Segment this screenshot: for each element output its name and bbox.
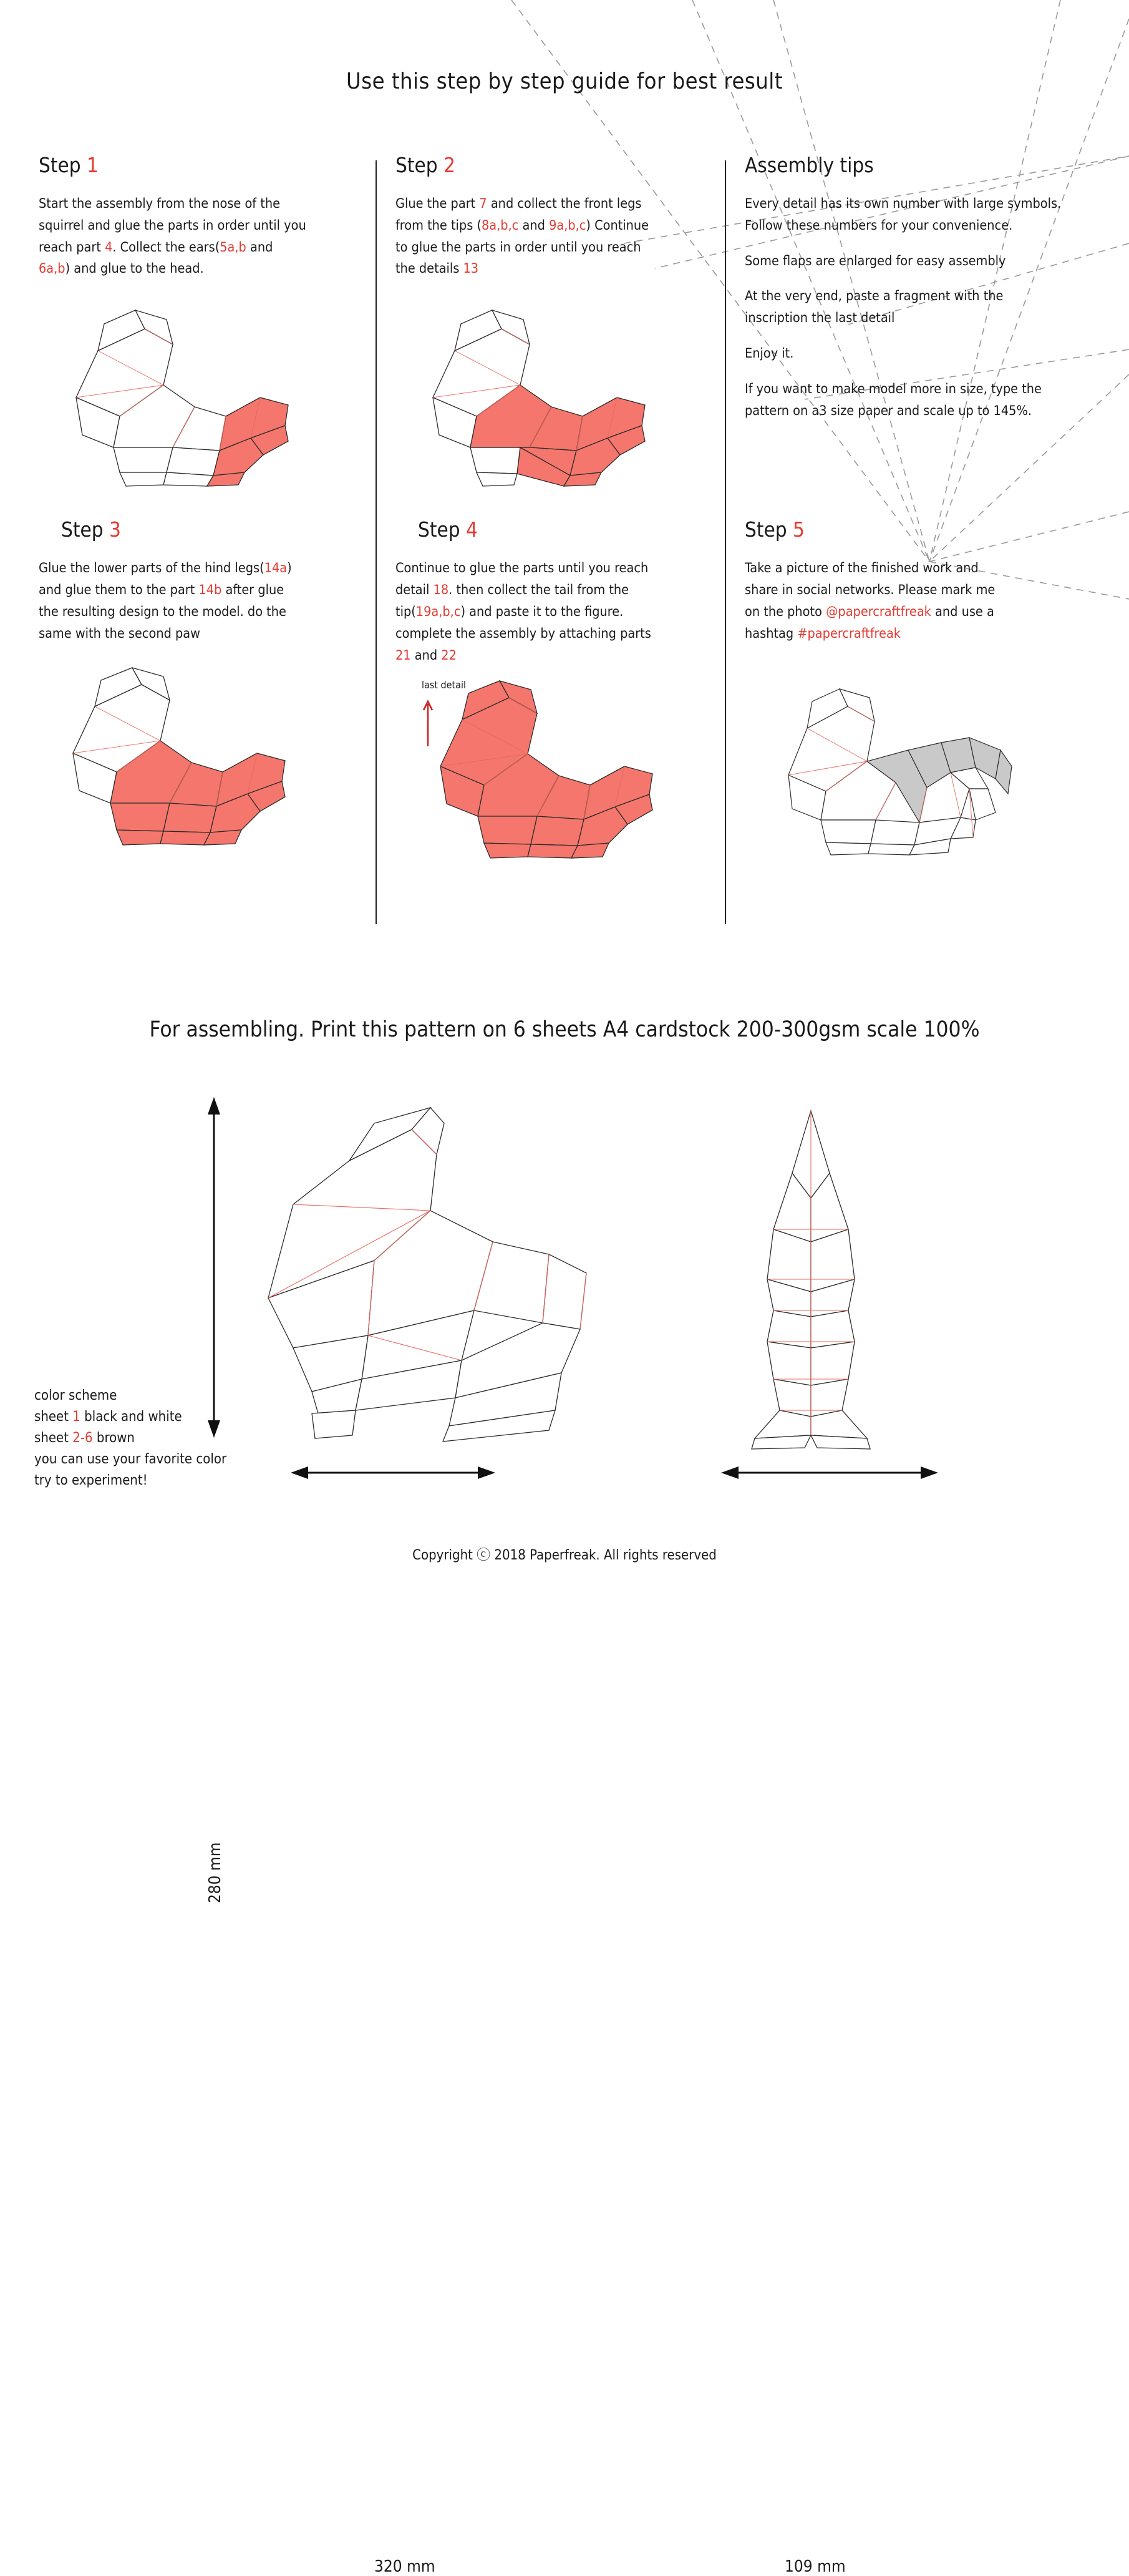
text-run: Glue the lower parts of the hind legs(	[39, 560, 264, 577]
step-4-text	[395, 558, 664, 666]
tip-paragraph: Enjoy it.	[745, 346, 794, 362]
text-run-highlight: 2-6	[72, 1430, 93, 1447]
squirrel-side-view	[268, 1108, 586, 1442]
step-1-number: 1	[87, 153, 99, 177]
color-scheme-note-line-5: try to experiment!	[34, 1473, 148, 1489]
text-run-highlight: 7	[479, 196, 487, 212]
step-3-title-prefix: Step	[61, 517, 110, 542]
text-run: Glue the part	[395, 196, 480, 212]
text-run-highlight: 5a,b	[220, 239, 246, 255]
step-4-figure	[395, 678, 709, 884]
squirrel-illustration-step-4	[395, 678, 676, 884]
text-run: ) Continue to glue the parts in order until you reach the details	[395, 217, 649, 277]
text-run: ) and paste it to the figure. complete the assembly by attaching parts	[395, 603, 651, 642]
page-title: Use this step by step guide for best result	[346, 69, 783, 94]
step-2-column	[376, 153, 725, 497]
step-5-figure	[763, 656, 1093, 862]
height-dimension-label: 280 mm	[206, 1842, 225, 1903]
color-scheme-sheet-1	[34, 1407, 226, 1428]
color-scheme-note-line-4: you can use your favorite color	[34, 1451, 227, 1468]
text-run-highlight: 14a	[264, 560, 288, 577]
step-2-title-prefix: Step	[395, 153, 444, 177]
side-width-dimension-label: 320 mm	[374, 2557, 435, 2576]
step-1-title-prefix: Step	[39, 153, 87, 177]
step-5-column	[725, 517, 1093, 884]
text-run-highlight: 8a,b,c	[482, 217, 519, 233]
step-1-figure	[39, 291, 359, 497]
text-run-highlight: 1	[72, 1409, 80, 1425]
text-run: Take a picture of the finished work and share in social networks. Please mark me on the photo	[745, 560, 996, 620]
step-4-title	[418, 517, 709, 542]
front-width-arrow	[721, 1466, 938, 1479]
step-5-title	[745, 517, 1093, 542]
step-3-title	[61, 517, 359, 542]
tip-paragraph: Every detail has its own number with large symbols. Follow these numbers for your convenience.	[745, 196, 1062, 233]
side-width-arrow	[291, 1466, 495, 1479]
step-1-column	[39, 153, 376, 497]
text-run: . then collect the tail from the tip(	[395, 582, 629, 620]
text-run: brown	[92, 1430, 135, 1447]
text-run-highlight: 9a,b,c	[549, 217, 586, 233]
copyright-notice: Copyright ⓒ 2018 Paperfreak. All rights reserved	[412, 1548, 717, 1563]
front-width-dimension-label: 109 mm	[785, 2557, 846, 2576]
text-run: and	[518, 217, 550, 233]
last-detail-arrow	[424, 701, 432, 746]
tip-paragraph: At the very end, paste a fragment with the inscription the last detail	[745, 288, 1004, 326]
squirrel-illustration-step-1	[39, 291, 319, 497]
social-handle: @papercraftfreak	[826, 603, 931, 620]
step-1-text	[39, 193, 307, 280]
text-run-highlight: 22	[441, 647, 457, 663]
step-2-title	[395, 153, 709, 177]
text-run-highlight: 19a,b,c	[415, 603, 461, 620]
step-1-title	[39, 153, 359, 177]
text-run-highlight: 4	[105, 239, 113, 255]
text-run-highlight: 14b	[198, 582, 222, 598]
print-instruction-banner: For assembling. Print this pattern on 6 sheets A4 cardstock 200-300gsm scale 100%	[149, 1017, 980, 1042]
text-run: Start the assembly from the nose of the squirrel and glue the parts in order until you reach part	[39, 196, 306, 255]
tip-paragraph: If you want to make model more in size, type the pattern on a3 size paper and scale up to 145%.	[745, 381, 1042, 419]
step-4-paragraph	[395, 558, 664, 666]
color-scheme-heading: color scheme	[34, 1388, 117, 1403]
assembly-tips-text	[745, 193, 1063, 422]
text-run-highlight: 6a,b	[39, 261, 65, 277]
text-run: black and white	[80, 1409, 182, 1425]
color-scheme-note	[34, 1385, 226, 1491]
text-run: sheet	[34, 1430, 73, 1447]
text-run: sheet	[34, 1409, 73, 1425]
text-run: after glue the resulting design to the model. do the same with the second paw	[39, 582, 286, 642]
step-3-number: 3	[109, 517, 121, 542]
step-2-figure	[395, 291, 709, 497]
step-2-paragraph	[395, 193, 664, 280]
text-run-highlight: 13	[463, 261, 479, 277]
step-3-paragraph	[39, 558, 307, 645]
color-scheme-sheet-2-6	[34, 1428, 226, 1449]
step-4-title-prefix: Step	[418, 517, 467, 542]
assembly-tips-column	[725, 153, 1093, 497]
text-run: and use a hashtag	[745, 603, 994, 642]
text-run: and collect the front legs from the tips (	[395, 196, 642, 233]
step-5-title-prefix: Step	[745, 517, 793, 542]
step-1-paragraph	[39, 193, 307, 280]
steps-row-2	[39, 517, 1093, 884]
text-run: and	[410, 647, 442, 663]
hashtag: #papercraftfreak	[797, 625, 901, 642]
text-run: Continue to glue the parts until you reach detail	[395, 560, 649, 598]
squirrel-illustration-step-5	[763, 656, 1025, 862]
text-run: ) and glue to the head.	[65, 261, 204, 277]
squirrel-illustration-step-3	[39, 656, 319, 856]
text-run: . Collect the ears(	[112, 239, 220, 255]
assembly-tips-title: Assembly tips	[745, 153, 874, 177]
tip-paragraph: Some flaps are enlarged for easy assembly	[745, 253, 1006, 269]
step-2-number: 2	[443, 153, 455, 177]
step-3-figure	[39, 656, 359, 856]
step-2-text	[395, 193, 664, 280]
step-4-number: 4	[466, 517, 478, 542]
steps-row-1	[39, 153, 1093, 497]
last-detail-label: last detail	[422, 679, 466, 691]
step-5-text	[745, 558, 1013, 645]
step-3-column	[39, 517, 376, 884]
text-run-highlight: 21	[395, 647, 411, 663]
squirrel-illustration-step-2	[395, 291, 676, 497]
text-run: and	[246, 239, 273, 255]
step-4-column	[376, 517, 725, 884]
text-run-highlight: 18	[433, 582, 449, 598]
step-3-text	[39, 558, 307, 645]
step-5-number: 5	[793, 517, 805, 542]
text-run: ) and glue them to the part	[39, 560, 292, 598]
step-5-paragraph	[745, 558, 1013, 645]
steps-grid	[39, 153, 1093, 884]
